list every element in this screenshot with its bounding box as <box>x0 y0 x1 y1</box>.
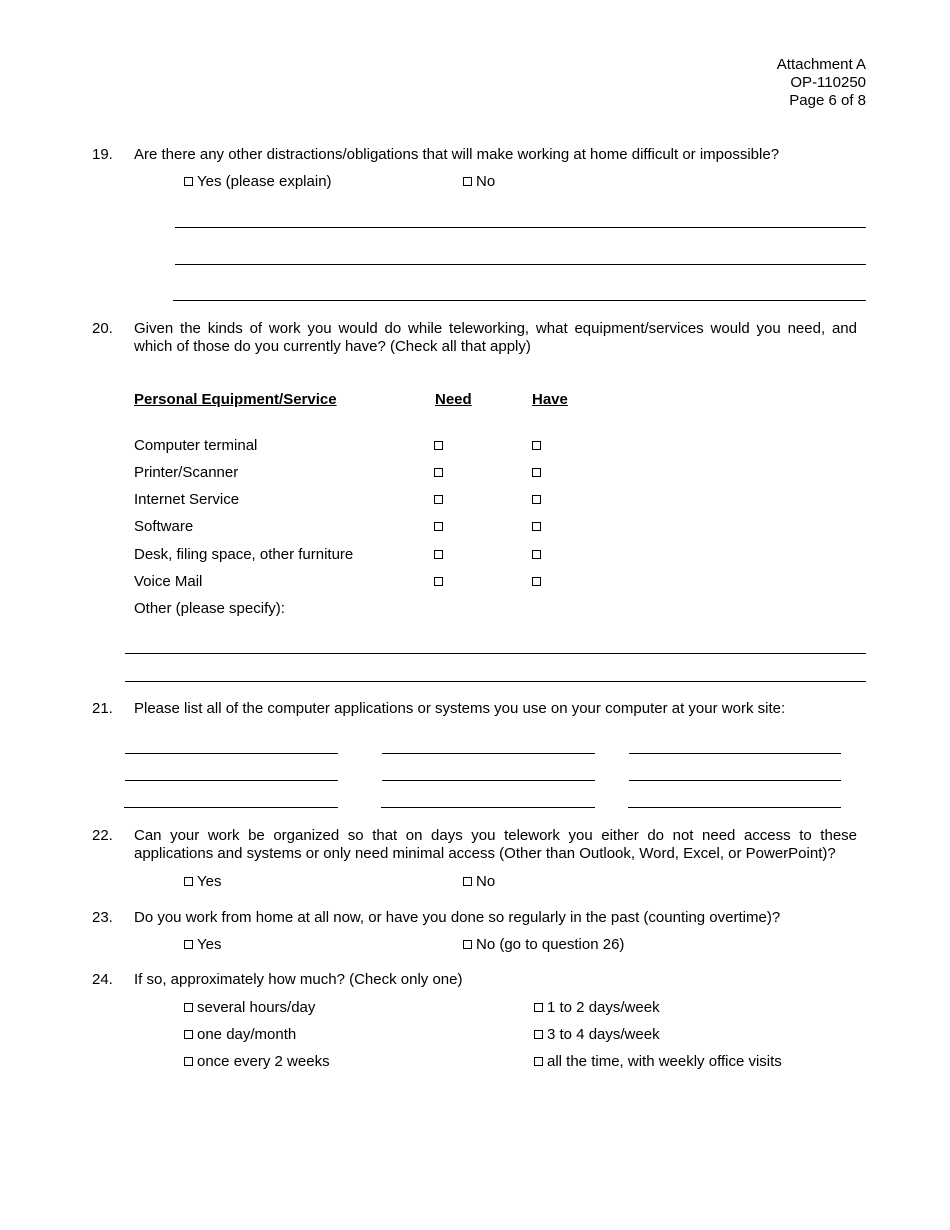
q24-option[interactable] <box>534 1026 660 1043</box>
q24-option-label: one day/month <box>197 1026 297 1043</box>
have-checkbox[interactable] <box>532 468 541 477</box>
other-equipment-label: Other (please specify): <box>134 600 285 617</box>
have-checkbox[interactable] <box>532 577 541 586</box>
question-21-number: 21. <box>92 700 113 717</box>
document-header <box>777 56 866 110</box>
checkbox[interactable] <box>463 877 472 886</box>
question-24-text: If so, approximately how much? (Check only one) <box>134 971 463 988</box>
q24-option-label: several hours/day <box>197 999 316 1016</box>
question-22-text: Can your work be organized so that on days you telework you either do not need access to these applications and systems or only need minimal access (Other than Outlook, Word, Excel, or PowerPoint)? <box>134 827 857 862</box>
q19-no-label: No <box>476 173 496 190</box>
other-equipment-line-2[interactable] <box>125 681 866 682</box>
application-line[interactable] <box>629 780 841 781</box>
question-20-number: 20. <box>92 320 113 337</box>
q24-option[interactable] <box>534 1053 782 1070</box>
q24-option[interactable] <box>184 999 315 1016</box>
checkbox[interactable] <box>184 1003 193 1012</box>
q24-option-label: all the time, with weekly office visits <box>547 1053 782 1070</box>
q23-no-option[interactable] <box>463 936 624 953</box>
checkbox[interactable] <box>463 177 472 186</box>
application-line[interactable] <box>124 807 338 808</box>
equipment-item-label: Internet Service <box>134 491 240 508</box>
q19-answer-line-2[interactable] <box>175 264 866 265</box>
equipment-item-label: Printer/Scanner <box>134 464 239 481</box>
page-number: Page 6 of 8 <box>789 92 866 109</box>
question-24-number: 24. <box>92 971 113 988</box>
need-checkbox[interactable] <box>434 441 443 450</box>
application-line[interactable] <box>381 807 595 808</box>
document-number: OP-110250 <box>790 74 866 91</box>
q24-option-label: 1 to 2 days/week <box>547 999 660 1016</box>
need-checkbox[interactable] <box>434 522 443 531</box>
equipment-column-header: Personal Equipment/Service <box>134 391 337 408</box>
application-line[interactable] <box>125 753 338 754</box>
question-21-text: Please list all of the computer applications or systems you use on your computer at your work site: <box>134 700 786 717</box>
q23-no-label: No (go to question 26) <box>476 936 625 953</box>
checkbox[interactable] <box>184 877 193 886</box>
application-line[interactable] <box>125 780 338 781</box>
application-line[interactable] <box>382 780 595 781</box>
application-line[interactable] <box>628 807 841 808</box>
application-line[interactable] <box>629 753 841 754</box>
q22-no-option[interactable] <box>463 873 495 890</box>
have-checkbox[interactable] <box>532 522 541 531</box>
q24-option[interactable] <box>184 1026 296 1043</box>
question-22-number: 22. <box>92 827 113 844</box>
q19-yes-option[interactable] <box>184 173 332 190</box>
need-checkbox[interactable] <box>434 577 443 586</box>
need-column-header: Need <box>435 391 472 408</box>
q24-option[interactable] <box>184 1053 330 1070</box>
q19-yes-label: Yes (please explain) <box>197 173 332 190</box>
need-checkbox[interactable] <box>434 495 443 504</box>
checkbox[interactable] <box>184 177 193 186</box>
question-20-text: Given the kinds of work you would do while teleworking, what equipment/services would you need, and which of those do you currently have? (Check all that apply) <box>134 320 857 355</box>
equipment-item-label: Desk, filing space, other furniture <box>134 546 354 563</box>
q24-option[interactable] <box>534 999 660 1016</box>
have-checkbox[interactable] <box>532 495 541 504</box>
need-checkbox[interactable] <box>434 550 443 559</box>
have-checkbox[interactable] <box>532 550 541 559</box>
q22-yes-label: Yes <box>197 873 222 890</box>
equipment-item-label: Software <box>134 518 194 535</box>
have-column-header: Have <box>532 391 568 408</box>
question-19-text: Are there any other distractions/obligations that will make working at home difficult or impossible? <box>134 146 780 163</box>
question-23-number: 23. <box>92 909 113 926</box>
attachment-label: Attachment A <box>776 56 866 73</box>
equipment-item-label: Computer terminal <box>134 437 258 454</box>
checkbox[interactable] <box>184 940 193 949</box>
checkbox[interactable] <box>534 1057 543 1066</box>
checkbox[interactable] <box>184 1030 193 1039</box>
q23-yes-label: Yes <box>197 936 222 953</box>
q24-option-label: 3 to 4 days/week <box>547 1026 660 1043</box>
other-equipment-line-1[interactable] <box>125 653 866 654</box>
checkbox[interactable] <box>534 1003 543 1012</box>
checkbox[interactable] <box>184 1057 193 1066</box>
application-line[interactable] <box>382 753 595 754</box>
question-23-text: Do you work from home at all now, or have you done so regularly in the past (counting overtime)? <box>134 909 781 926</box>
checkbox[interactable] <box>534 1030 543 1039</box>
equipment-item-label: Voice Mail <box>134 573 203 590</box>
q24-option-label: once every 2 weeks <box>197 1053 330 1070</box>
need-checkbox[interactable] <box>434 468 443 477</box>
checkbox[interactable] <box>463 940 472 949</box>
q19-no-option[interactable] <box>463 173 495 190</box>
q22-yes-option[interactable] <box>184 873 221 890</box>
q19-answer-line-1[interactable] <box>175 227 866 228</box>
q23-yes-option[interactable] <box>184 936 221 953</box>
question-19-number: 19. <box>92 146 113 163</box>
q22-no-label: No <box>476 873 496 890</box>
have-checkbox[interactable] <box>532 441 541 450</box>
q19-answer-line-3[interactable] <box>173 300 866 301</box>
